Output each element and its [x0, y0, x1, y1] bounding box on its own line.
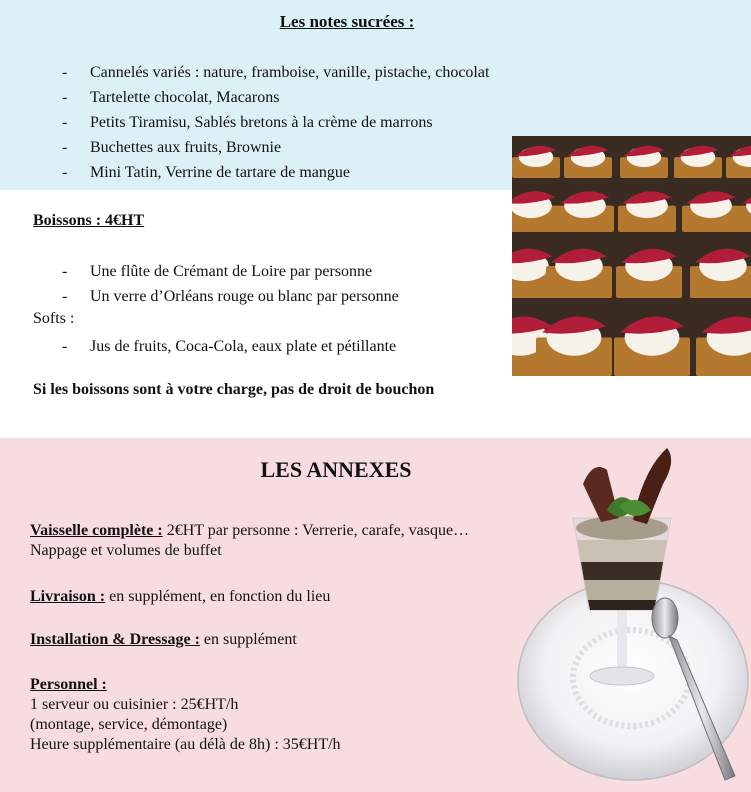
- corkage-note: Si les boissons sont à votre charge, pas de droit de bouchon: [33, 381, 435, 398]
- tableware-heading: Vaisselle complète :: [30, 522, 163, 539]
- drinks-title: Boissons : 4€HT: [33, 212, 145, 229]
- list-item: - Une flûte de Crémant de Loire par personne: [62, 259, 399, 284]
- list-item: - Jus de fruits, Coca-Cola, eaux plate et pétillante: [62, 334, 396, 359]
- installation-heading: Installation & Dressage :: [30, 631, 200, 648]
- list-item: - Un verre d’Orléans rouge ou blanc par personne: [62, 284, 399, 309]
- list-item: - Petits Tiramisu, Sablés bretons à la crème de marrons: [62, 110, 489, 135]
- sweets-list: [62, 60, 489, 185]
- list-item: - Buchettes aux fruits, Brownie: [62, 135, 489, 160]
- staff-heading: Personnel :: [30, 676, 107, 693]
- delivery-heading: Livraison :: [30, 588, 106, 605]
- tableware-line2: Nappage et volumes de buffet: [30, 542, 222, 559]
- list-item: - Mini Tatin, Verrine de tartare de mangue: [62, 160, 489, 185]
- installation-paragraph: [30, 630, 297, 650]
- staff-line: 1 serveur ou cuisinier : 25€HT/h: [30, 696, 239, 713]
- tableware-paragraph: [30, 521, 469, 561]
- list-item: - Tartelette chocolat, Macarons: [62, 85, 489, 110]
- annexes-title: LES ANNEXES: [260, 457, 412, 482]
- canapes-photo: [512, 136, 751, 376]
- delivery-text: en supplément, en fonction du lieu: [105, 588, 331, 605]
- installation-text: en supplément: [199, 631, 297, 648]
- softs-list: [62, 334, 396, 359]
- staff-paragraph: [30, 675, 341, 755]
- sweets-title: Les notes sucrées :: [279, 12, 415, 31]
- drinks-list: [62, 259, 399, 309]
- delivery-paragraph: [30, 587, 330, 607]
- tableware-text: 2€HT par personne : Verrerie, carafe, vasque…: [162, 522, 470, 539]
- verrine-photo: [515, 440, 751, 792]
- list-item: - Cannelés variés : nature, framboise, vanille, pistache, chocolat: [62, 60, 489, 85]
- staff-line: Heure supplémentaire (au délà de 8h) : 35€HT/h: [30, 736, 341, 753]
- staff-line: (montage, service, démontage): [30, 716, 228, 733]
- softs-label: Softs :: [33, 310, 75, 327]
